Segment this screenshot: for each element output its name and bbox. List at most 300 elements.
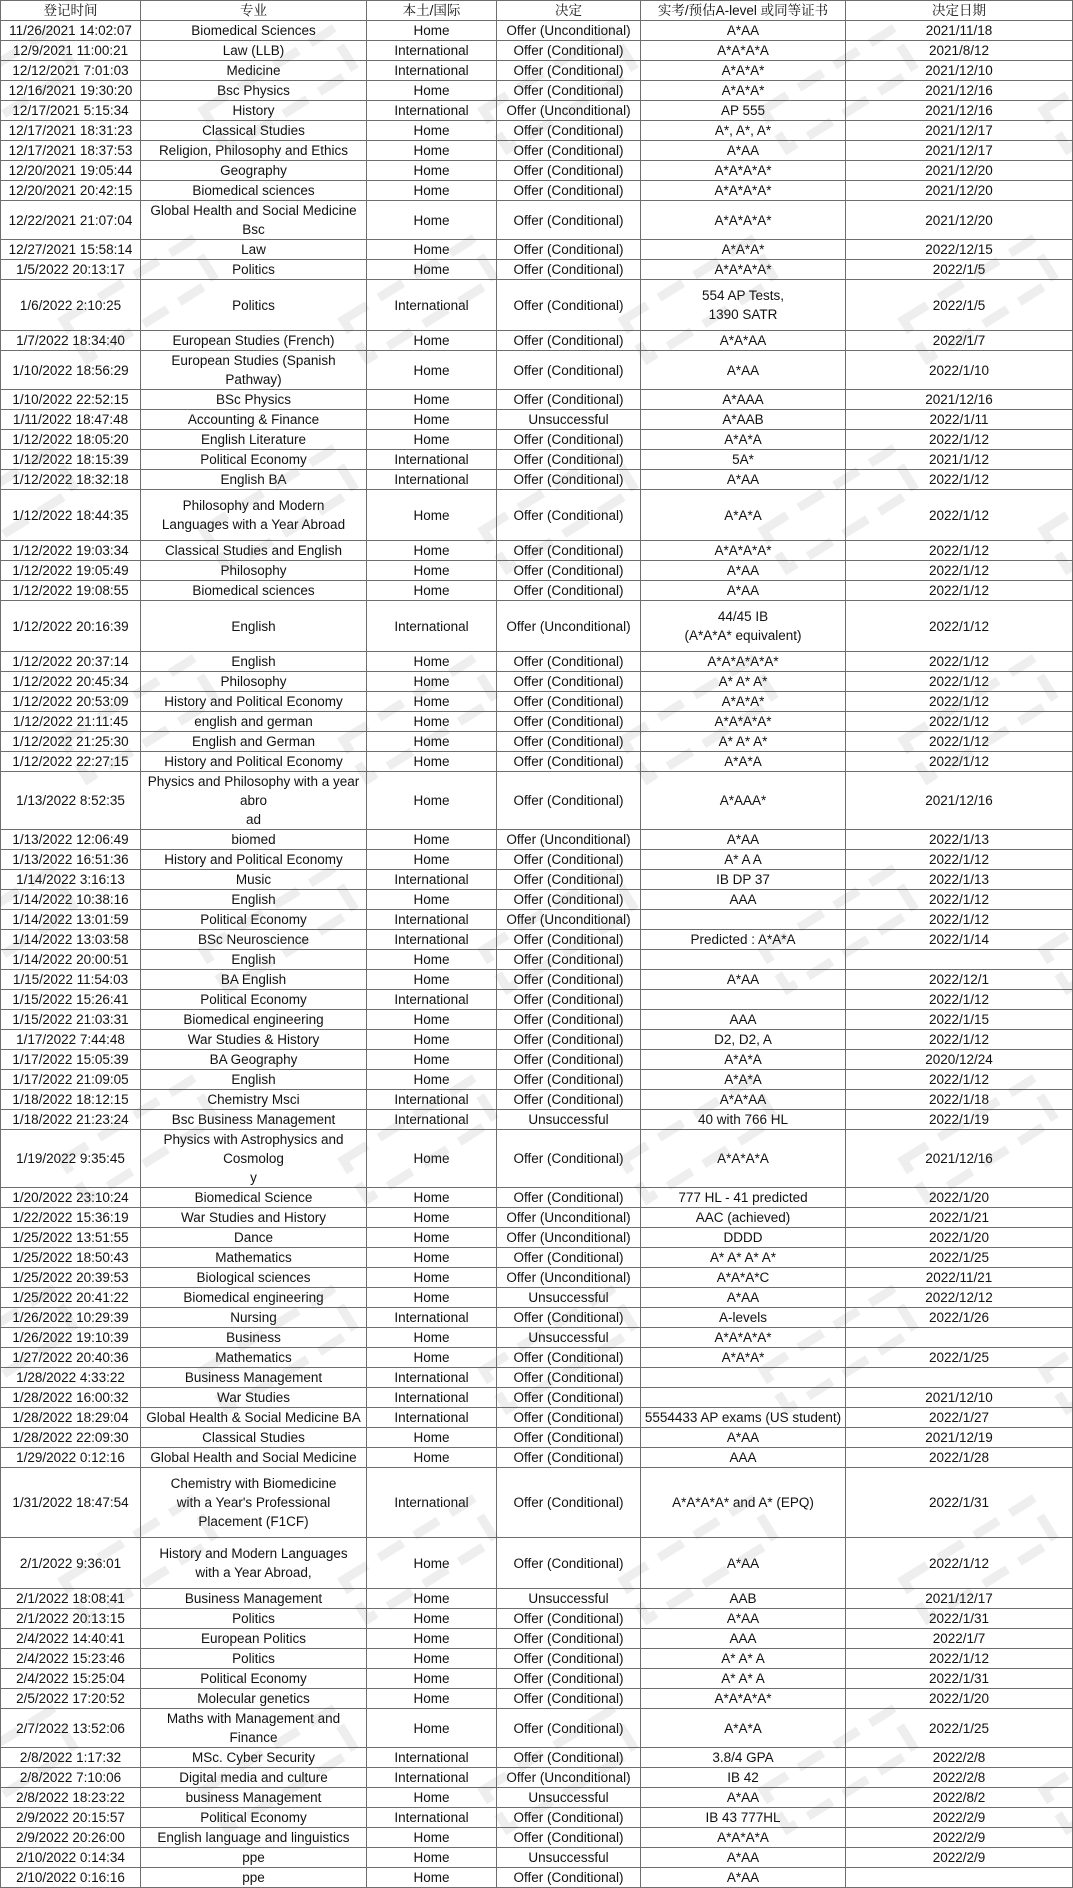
cell-decision: Offer (Conditional) (497, 450, 641, 470)
cell-residency: Home (367, 1669, 497, 1689)
cell-registration-time: 1/25/2022 20:41:22 (1, 1288, 141, 1308)
cell-registration-time: 1/18/2022 21:23:24 (1, 1110, 141, 1130)
cell-decision-date: 2022/1/12 (846, 910, 1073, 930)
cell-residency: International (367, 280, 497, 331)
cell-registration-time: 1/26/2022 19:10:39 (1, 1328, 141, 1348)
cell-residency: International (367, 870, 497, 890)
cell-residency: Home (367, 331, 497, 351)
cell-grades: A*A*AA (641, 1090, 846, 1110)
cell-decision: Offer (Conditional) (497, 1828, 641, 1848)
cell-decision: Offer (Conditional) (497, 1609, 641, 1629)
cell-decision-date (846, 1328, 1073, 1348)
cell-decision: Offer (Unconditional) (497, 101, 641, 121)
table-row (1, 850, 1073, 870)
table-row (1, 541, 1073, 561)
cell-decision-date: 2022/1/15 (846, 1010, 1073, 1030)
cell-grades: A*AA (641, 561, 846, 581)
cell-residency: Home (367, 1589, 497, 1609)
cell-major: English language and linguistics (141, 1828, 367, 1848)
cell-grades: A*AA (641, 1538, 846, 1589)
cell-major: Chemistry with Biomedicine with a Year's Professional Placement (F1CF) (141, 1468, 367, 1538)
table-row (1, 1428, 1073, 1448)
cell-grades: A*, A*, A* (641, 121, 846, 141)
cell-decision-date: 2020/12/24 (846, 1050, 1073, 1070)
table-row (1, 1228, 1073, 1248)
cell-registration-time: 1/28/2022 22:09:30 (1, 1428, 141, 1448)
cell-decision-date: 2022/1/12 (846, 1030, 1073, 1050)
table-row (1, 581, 1073, 601)
cell-grades: A-levels (641, 1308, 846, 1328)
cell-decision: Offer (Conditional) (497, 1538, 641, 1589)
cell-decision-date: 2022/1/12 (846, 672, 1073, 692)
cell-decision-date: 2022/1/12 (846, 752, 1073, 772)
cell-decision: Offer (Conditional) (497, 1748, 641, 1768)
cell-registration-time: 1/12/2022 20:37:14 (1, 652, 141, 672)
cell-major: English and German (141, 732, 367, 752)
cell-residency: Home (367, 561, 497, 581)
table-row (1, 1030, 1073, 1050)
cell-grades (641, 910, 846, 930)
cell-grades: 40 with 766 HL (641, 1110, 846, 1130)
table-row (1, 101, 1073, 121)
cell-residency: Home (367, 1448, 497, 1468)
cell-major: Biomedical Science (141, 1188, 367, 1208)
cell-decision-date: 2022/1/12 (846, 541, 1073, 561)
cell-decision: Offer (Unconditional) (497, 1768, 641, 1788)
cell-grades: 5554433 AP exams (US student) (641, 1408, 846, 1428)
cell-grades: A*AA (641, 141, 846, 161)
cell-decision-date (846, 1368, 1073, 1388)
table-row (1, 870, 1073, 890)
cell-registration-time: 2/1/2022 20:13:15 (1, 1609, 141, 1629)
table-row (1, 21, 1073, 41)
cell-decision-date: 2022/1/25 (846, 1709, 1073, 1748)
cell-registration-time: 1/28/2022 16:00:32 (1, 1388, 141, 1408)
cell-decision: Offer (Conditional) (497, 1368, 641, 1388)
cell-residency: Home (367, 692, 497, 712)
cell-decision: Offer (Conditional) (497, 1188, 641, 1208)
cell-registration-time: 1/15/2022 15:26:41 (1, 990, 141, 1010)
cell-residency: Home (367, 1010, 497, 1030)
cell-decision: Offer (Unconditional) (497, 910, 641, 930)
table-row (1, 1130, 1073, 1188)
cell-registration-time: 1/13/2022 8:52:35 (1, 772, 141, 830)
cell-residency: Home (367, 490, 497, 541)
cell-grades: A*A*A*A* (641, 181, 846, 201)
cell-decision-date: 2021/12/16 (846, 101, 1073, 121)
cell-registration-time: 1/12/2022 21:25:30 (1, 732, 141, 752)
cell-major: biomed (141, 830, 367, 850)
cell-grades: A*A*A*A* (641, 161, 846, 181)
table-row (1, 930, 1073, 950)
cell-grades: AAA (641, 1629, 846, 1649)
cell-decision-date: 2021/12/10 (846, 61, 1073, 81)
cell-decision-date: 2021/12/16 (846, 390, 1073, 410)
cell-decision-date: 2022/11/21 (846, 1268, 1073, 1288)
cell-decision: Offer (Conditional) (497, 1010, 641, 1030)
cell-decision: Unsuccessful (497, 1288, 641, 1308)
cell-residency: International (367, 1308, 497, 1328)
cell-grades: A*A*A*A (641, 41, 846, 61)
cell-decision-date: 2022/1/25 (846, 1248, 1073, 1268)
cell-residency: Home (367, 672, 497, 692)
table-row (1, 1748, 1073, 1768)
cell-grades: A* A* A (641, 1649, 846, 1669)
cell-grades: A*A*A*A* and A* (EPQ) (641, 1468, 846, 1538)
table-row (1, 1408, 1073, 1428)
cell-major: Classical Studies (141, 121, 367, 141)
cell-decision: Offer (Conditional) (497, 1248, 641, 1268)
cell-major: Geography (141, 161, 367, 181)
cell-registration-time: 1/11/2022 18:47:48 (1, 410, 141, 430)
cell-grades: A*A*A (641, 1070, 846, 1090)
cell-decision-date: 2022/1/10 (846, 351, 1073, 390)
cell-decision-date: 2021/12/19 (846, 1428, 1073, 1448)
cell-major: English Literature (141, 430, 367, 450)
cell-decision-date: 2022/1/12 (846, 1649, 1073, 1669)
table-row (1, 331, 1073, 351)
cell-residency: International (367, 1368, 497, 1388)
cell-decision: Offer (Unconditional) (497, 1228, 641, 1248)
cell-residency: Home (367, 1788, 497, 1808)
cell-decision-date: 2022/2/8 (846, 1748, 1073, 1768)
cell-decision-date: 2022/1/19 (846, 1110, 1073, 1130)
cell-major: Physics with Astrophysics and Cosmolog y (141, 1130, 367, 1188)
cell-grades: A*A*A (641, 1709, 846, 1748)
cell-decision: Offer (Conditional) (497, 712, 641, 732)
cell-residency: Home (367, 141, 497, 161)
table-row (1, 1208, 1073, 1228)
cell-grades (641, 1388, 846, 1408)
cell-decision-date: 2022/12/15 (846, 240, 1073, 260)
cell-residency: International (367, 601, 497, 652)
cell-decision: Offer (Conditional) (497, 930, 641, 950)
cell-decision-date: 2022/1/12 (846, 990, 1073, 1010)
cell-major: War Studies and History (141, 1208, 367, 1228)
table-row (1, 830, 1073, 850)
cell-major: History and Political Economy (141, 752, 367, 772)
column-header-registration-time: 登记时间 (1, 1, 141, 21)
cell-decision-date: 2021/12/16 (846, 81, 1073, 101)
cell-decision: Unsuccessful (497, 410, 641, 430)
cell-registration-time: 2/9/2022 20:26:00 (1, 1828, 141, 1848)
cell-major: Biomedical engineering (141, 1288, 367, 1308)
cell-decision: Offer (Unconditional) (497, 830, 641, 850)
table-row (1, 240, 1073, 260)
cell-grades: A*AA (641, 830, 846, 850)
cell-grades: A*AA (641, 351, 846, 390)
cell-registration-time: 1/12/2022 22:27:15 (1, 752, 141, 772)
cell-decision: Offer (Conditional) (497, 652, 641, 672)
cell-decision-date: 2021/12/17 (846, 121, 1073, 141)
cell-major: Music (141, 870, 367, 890)
cell-residency: Home (367, 1248, 497, 1268)
cell-decision: Offer (Unconditional) (497, 1208, 641, 1228)
cell-registration-time: 2/4/2022 14:40:41 (1, 1629, 141, 1649)
column-header-grades: 实考/预估A-level 或同等证书 (641, 1, 846, 21)
cell-grades: A*A*A* (641, 240, 846, 260)
cell-major: Political Economy (141, 450, 367, 470)
table-row (1, 890, 1073, 910)
cell-decision-date: 2022/1/5 (846, 280, 1073, 331)
cell-residency: International (367, 930, 497, 950)
cell-grades: 3.8/4 GPA (641, 1748, 846, 1768)
cell-registration-time: 1/26/2022 10:29:39 (1, 1308, 141, 1328)
cell-decision: Offer (Conditional) (497, 1448, 641, 1468)
cell-registration-time: 1/14/2022 20:00:51 (1, 950, 141, 970)
table-row (1, 1828, 1073, 1848)
table-row (1, 601, 1073, 652)
cell-major: BSc Neuroscience (141, 930, 367, 950)
table-row (1, 351, 1073, 390)
cell-decision: Offer (Conditional) (497, 1030, 641, 1050)
cell-registration-time: 1/6/2022 2:10:25 (1, 280, 141, 331)
cell-registration-time: 2/7/2022 13:52:06 (1, 1709, 141, 1748)
cell-grades: 5A* (641, 450, 846, 470)
cell-major: European Studies (French) (141, 331, 367, 351)
cell-decision-date: 2022/1/12 (846, 732, 1073, 752)
cell-registration-time: 1/14/2022 3:16:13 (1, 870, 141, 890)
cell-residency: International (367, 450, 497, 470)
cell-registration-time: 1/25/2022 18:50:43 (1, 1248, 141, 1268)
cell-major: History and Political Economy (141, 850, 367, 870)
cell-registration-time: 12/17/2021 5:15:34 (1, 101, 141, 121)
table-row (1, 1388, 1073, 1408)
cell-decision: Offer (Conditional) (497, 1408, 641, 1428)
cell-residency: International (367, 1090, 497, 1110)
cell-decision: Offer (Conditional) (497, 561, 641, 581)
cell-registration-time: 2/8/2022 18:23:22 (1, 1788, 141, 1808)
cell-major: Medicine (141, 61, 367, 81)
cell-major: European Politics (141, 1629, 367, 1649)
cell-major: Political Economy (141, 910, 367, 930)
cell-residency: Home (367, 581, 497, 601)
cell-decision: Offer (Conditional) (497, 1808, 641, 1828)
cell-major: War Studies & History (141, 1030, 367, 1050)
cell-residency: Home (367, 652, 497, 672)
cell-decision: Offer (Unconditional) (497, 601, 641, 652)
cell-major: Bsc Physics (141, 81, 367, 101)
cell-residency: International (367, 41, 497, 61)
column-header-residency: 本土/国际 (367, 1, 497, 21)
table-row (1, 1090, 1073, 1110)
cell-grades: A*A*A* (641, 61, 846, 81)
cell-major: Mathematics (141, 1248, 367, 1268)
cell-major: English (141, 950, 367, 970)
table-row (1, 1768, 1073, 1788)
cell-residency: International (367, 470, 497, 490)
cell-residency: Home (367, 1709, 497, 1748)
table-row (1, 280, 1073, 331)
cell-decision-date: 2022/1/12 (846, 850, 1073, 870)
cell-decision-date: 2022/2/9 (846, 1828, 1073, 1848)
cell-residency: International (367, 1388, 497, 1408)
cell-grades: A*A*A*A*A* (641, 652, 846, 672)
cell-residency: Home (367, 260, 497, 280)
cell-grades: AAA (641, 1010, 846, 1030)
cell-grades: A*AA (641, 970, 846, 990)
table-row (1, 41, 1073, 61)
cell-major: Maths with Management and Finance (141, 1709, 367, 1748)
cell-registration-time: 1/12/2022 20:45:34 (1, 672, 141, 692)
cell-residency: International (367, 101, 497, 121)
cell-major: Classical Studies (141, 1428, 367, 1448)
cell-decision: Offer (Conditional) (497, 1130, 641, 1188)
cell-residency: Home (367, 1609, 497, 1629)
cell-registration-time: 1/17/2022 7:44:48 (1, 1030, 141, 1050)
cell-residency: Home (367, 351, 497, 390)
cell-grades: A*A*A*A* (641, 1328, 846, 1348)
cell-grades: A*AA (641, 1868, 846, 1888)
cell-registration-time: 1/28/2022 18:29:04 (1, 1408, 141, 1428)
cell-decision-date: 2022/1/20 (846, 1188, 1073, 1208)
cell-decision: Unsuccessful (497, 1848, 641, 1868)
cell-registration-time: 1/15/2022 11:54:03 (1, 970, 141, 990)
cell-residency: Home (367, 81, 497, 101)
cell-grades: AAC (achieved) (641, 1208, 846, 1228)
cell-decision: Unsuccessful (497, 1110, 641, 1130)
cell-decision: Offer (Conditional) (497, 692, 641, 712)
cell-decision: Offer (Conditional) (497, 260, 641, 280)
cell-decision: Offer (Conditional) (497, 161, 641, 181)
cell-decision: Offer (Conditional) (497, 121, 641, 141)
cell-registration-time: 1/14/2022 13:03:58 (1, 930, 141, 950)
cell-grades: A*A*A (641, 490, 846, 541)
cell-decision-date: 2022/1/12 (846, 561, 1073, 581)
cell-decision: Offer (Conditional) (497, 141, 641, 161)
cell-grades: A*A*A (641, 430, 846, 450)
table-row (1, 61, 1073, 81)
table-row (1, 1368, 1073, 1388)
cell-major: business Management (141, 1788, 367, 1808)
cell-decision: Offer (Conditional) (497, 181, 641, 201)
cell-decision-date: 2022/1/12 (846, 890, 1073, 910)
cell-decision: Offer (Unconditional) (497, 1268, 641, 1288)
table-row (1, 1010, 1073, 1030)
cell-major: Global Health and Social Medicine Bsc (141, 201, 367, 240)
cell-decision-date: 2022/1/20 (846, 1689, 1073, 1709)
cell-grades: AP 555 (641, 101, 846, 121)
table-row (1, 1328, 1073, 1348)
cell-decision-date: 2022/1/12 (846, 490, 1073, 541)
table-row (1, 390, 1073, 410)
cell-residency: Home (367, 732, 497, 752)
cell-residency: Home (367, 201, 497, 240)
cell-major: Global Health and Social Medicine (141, 1448, 367, 1468)
cell-decision: Offer (Conditional) (497, 1709, 641, 1748)
cell-registration-time: 12/27/2021 15:58:14 (1, 240, 141, 260)
cell-decision: Offer (Conditional) (497, 81, 641, 101)
cell-grades: A*AA (641, 1848, 846, 1868)
cell-registration-time: 1/12/2022 19:05:49 (1, 561, 141, 581)
cell-registration-time: 1/12/2022 20:53:09 (1, 692, 141, 712)
cell-decision-date: 2022/1/12 (846, 712, 1073, 732)
cell-grades: A*A*AA (641, 331, 846, 351)
table-row (1, 1669, 1073, 1689)
table-row (1, 1629, 1073, 1649)
cell-grades: A* A A (641, 850, 846, 870)
table-row (1, 692, 1073, 712)
cell-major: European Studies (Spanish Pathway) (141, 351, 367, 390)
cell-registration-time: 1/28/2022 4:33:22 (1, 1368, 141, 1388)
table-row (1, 450, 1073, 470)
cell-decision: Offer (Conditional) (497, 490, 641, 541)
cell-decision-date: 2022/1/13 (846, 870, 1073, 890)
cell-decision-date: 2022/1/11 (846, 410, 1073, 430)
cell-grades: AAA (641, 890, 846, 910)
cell-decision-date: 2022/2/9 (846, 1808, 1073, 1828)
cell-decision-date: 2022/1/25 (846, 1348, 1073, 1368)
cell-grades: 44/45 IB (A*A*A* equivalent) (641, 601, 846, 652)
cell-residency: Home (367, 1348, 497, 1368)
table-row (1, 121, 1073, 141)
table-row (1, 1268, 1073, 1288)
cell-registration-time: 1/17/2022 21:09:05 (1, 1070, 141, 1090)
cell-major: BA Geography (141, 1050, 367, 1070)
cell-major: English (141, 601, 367, 652)
cell-registration-time: 2/1/2022 9:36:01 (1, 1538, 141, 1589)
table-row (1, 1689, 1073, 1709)
cell-grades: A*A*A*C (641, 1268, 846, 1288)
table-row (1, 161, 1073, 181)
table-body (1, 21, 1073, 1888)
cell-decision: Offer (Conditional) (497, 430, 641, 450)
cell-major: Politics (141, 260, 367, 280)
cell-residency: Home (367, 712, 497, 732)
cell-residency: Home (367, 1649, 497, 1669)
cell-decision-date: 2022/1/20 (846, 1228, 1073, 1248)
cell-grades: A* A* A* A* (641, 1248, 846, 1268)
cell-residency: Home (367, 890, 497, 910)
table-row (1, 1308, 1073, 1328)
cell-major: Biomedical engineering (141, 1010, 367, 1030)
cell-grades: A*A*A* (641, 1348, 846, 1368)
table-row (1, 752, 1073, 772)
table-row (1, 1468, 1073, 1538)
cell-registration-time: 1/27/2022 20:40:36 (1, 1348, 141, 1368)
cell-residency: International (367, 1110, 497, 1130)
cell-decision: Offer (Conditional) (497, 1669, 641, 1689)
cell-decision: Offer (Conditional) (497, 772, 641, 830)
cell-residency: Home (367, 1208, 497, 1228)
cell-grades: A*A*A*A* (641, 1689, 846, 1709)
cell-registration-time: 1/5/2022 20:13:17 (1, 260, 141, 280)
cell-registration-time: 1/14/2022 10:38:16 (1, 890, 141, 910)
cell-decision-date: 2021/11/18 (846, 21, 1073, 41)
cell-decision-date: 2021/8/12 (846, 41, 1073, 61)
cell-major: Political Economy (141, 1669, 367, 1689)
cell-residency: Home (367, 1030, 497, 1050)
cell-grades: A*A*A (641, 1050, 846, 1070)
cell-decision-date: 2022/1/12 (846, 581, 1073, 601)
table-row (1, 652, 1073, 672)
cell-decision: Offer (Conditional) (497, 1868, 641, 1888)
cell-decision-date: 2022/1/13 (846, 830, 1073, 850)
cell-decision: Offer (Conditional) (497, 280, 641, 331)
cell-decision: Offer (Conditional) (497, 61, 641, 81)
cell-grades: A*A*A (641, 752, 846, 772)
cell-residency: Home (367, 21, 497, 41)
cell-registration-time: 1/12/2022 20:16:39 (1, 601, 141, 652)
cell-grades: A*AAA* (641, 772, 846, 830)
cell-registration-time: 2/10/2022 0:16:16 (1, 1868, 141, 1888)
cell-decision: Offer (Conditional) (497, 890, 641, 910)
cell-registration-time: 1/19/2022 9:35:45 (1, 1130, 141, 1188)
table-row (1, 260, 1073, 280)
cell-grades: IB DP 37 (641, 870, 846, 890)
cell-major: English (141, 890, 367, 910)
cell-major: War Studies (141, 1388, 367, 1408)
